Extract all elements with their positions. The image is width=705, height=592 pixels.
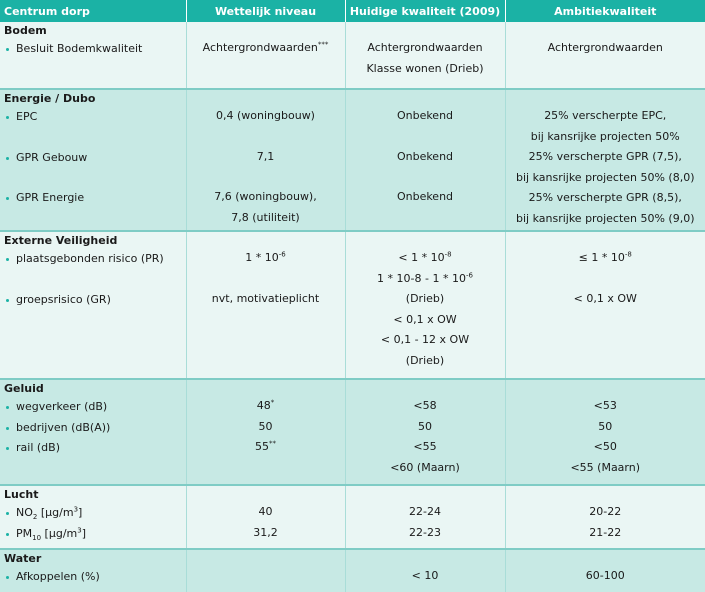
cell-value: 50: [418, 419, 432, 433]
header-col1: Centrum dorp: [0, 0, 186, 22]
section-geluid: [0, 379, 705, 485]
cell-value: 7,6 (woningbouw),: [214, 190, 317, 203]
cell-value: Achtergrondwaarden: [202, 41, 318, 54]
cell-value: 60-100: [585, 569, 625, 582]
cell-value: 25% verscherpte EPC,: [544, 109, 667, 122]
cell-value: 7,8 (utiliteit): [231, 210, 300, 224]
section-water: [0, 549, 705, 592]
cell-value: 25% verscherpte GPR (8,5),: [528, 191, 682, 204]
cell-value: Onbekend: [396, 109, 454, 122]
cell-value: Achtergrondwaarden: [367, 41, 483, 54]
cell-value: 48: [256, 399, 271, 412]
exponent: -6: [465, 270, 473, 279]
cell-value: <58: [413, 399, 437, 412]
list-item: groepsrisico (GR): [4, 290, 182, 311]
section-title: Geluid: [4, 382, 44, 395]
cell-value: < 0,1 x OW: [573, 291, 637, 305]
cell-value: 22-23: [409, 525, 441, 539]
cell-value: <53: [593, 399, 617, 412]
list-item: rail (dB): [4, 438, 182, 459]
footnote-mark: ***: [317, 40, 329, 49]
list-item: GPR Gebouw: [4, 148, 182, 169]
header-col2: Wettelijk niveau: [186, 0, 345, 22]
table-header: [0, 0, 705, 22]
exponent: -8: [624, 250, 632, 259]
list-item: EPC: [4, 107, 182, 128]
cell-value: bij kansrijke projecten 50% (8,0): [515, 170, 695, 184]
cell-value: < 0,1 - 12 x OW: [380, 333, 470, 346]
exponent: -6: [278, 250, 286, 259]
cell-value: 1 * 10-8 - 1 * 10: [377, 271, 466, 285]
cell-value: (Drieb): [405, 353, 445, 367]
cell-value: 22-24: [409, 505, 441, 518]
list-item: wegverkeer (dB): [4, 397, 182, 418]
section-bodem: [0, 22, 705, 89]
cell-value: Klasse wonen (Drieb): [366, 61, 484, 75]
section-lucht: [0, 485, 705, 549]
cell-value: 0,4 (woningbouw): [216, 109, 315, 122]
cell-value: 25% verscherpte GPR (7,5),: [528, 150, 682, 163]
header-col3: Huidige kwaliteit (2009): [345, 0, 505, 22]
cell-value: 50: [258, 419, 273, 433]
list-item: plaatsgebonden risico (PR): [4, 249, 182, 270]
cell-value: < 0,1 x OW: [393, 312, 457, 326]
cell-value: 40: [258, 505, 273, 518]
cell-value: <60 (Maarn): [390, 460, 460, 474]
cell-value: Achtergrondwaarden: [547, 41, 663, 54]
section-title: Energie / Dubo: [4, 92, 96, 105]
header-col4: Ambitiekwaliteit: [505, 0, 705, 22]
cell-value: <55: [413, 440, 437, 453]
footnote-mark: *: [270, 398, 275, 407]
section-title: Lucht: [4, 488, 39, 501]
cell-value: bij kansrijke projecten 50% (9,0): [515, 211, 695, 225]
cell-value: ≤ 1 * 10: [578, 251, 625, 264]
cell-value: Onbekend: [396, 190, 454, 203]
cell-value: nvt, motivatieplicht: [211, 291, 320, 305]
list-item: Besluit Bodemkwaliteit: [4, 39, 182, 60]
cell-value: 31,2: [253, 525, 278, 539]
list-item: bedrijven (dB(A)): [4, 418, 182, 439]
cell-value: 1 * 10: [245, 251, 279, 264]
cell-value: Onbekend: [396, 149, 454, 163]
cell-value: 21-22: [589, 525, 622, 539]
list-item: $NO_2$ $[\mu g/m^3]$: [4, 503, 182, 524]
list-item: Afkoppelen (%): [4, 567, 182, 588]
section-veiligheid: [0, 231, 705, 379]
section-title: Water: [4, 552, 42, 565]
list-item: $PM_{10}$ $[\mu g/m^3]$: [4, 524, 182, 545]
cell-value: 7,1: [256, 149, 275, 163]
list-item: GPR Energie: [4, 188, 182, 209]
cell-value: <55 (Maarn): [570, 460, 641, 474]
cell-value: 50: [598, 419, 613, 433]
cell-value: bij kansrijke projecten 50%: [530, 129, 680, 143]
cell-value: <50: [593, 440, 617, 453]
section-energie: [0, 89, 705, 231]
footnote-mark: **: [269, 439, 276, 448]
cell-value: 55: [255, 440, 269, 453]
cell-value: < 1 * 10: [398, 251, 445, 264]
section-title: Bodem: [4, 24, 47, 37]
cell-value: 20-22: [589, 505, 622, 518]
section-title: Externe Veiligheid: [4, 234, 118, 247]
cell-value: < 10: [411, 569, 439, 582]
exponent: -8: [444, 250, 452, 259]
cell-value: (Drieb): [405, 292, 445, 305]
